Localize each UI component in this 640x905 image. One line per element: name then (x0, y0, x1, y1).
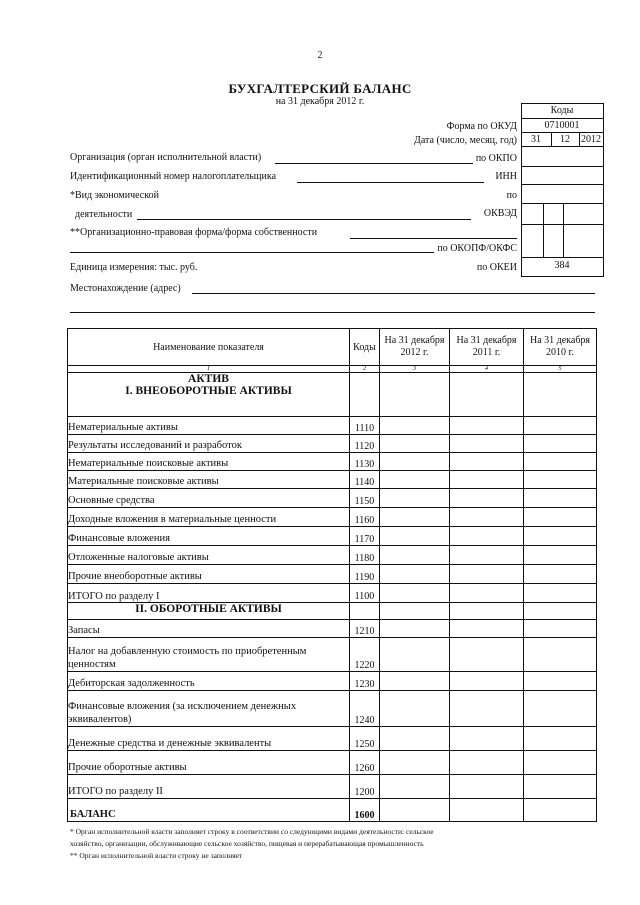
table-row (68, 508, 597, 527)
value-2012[interactable] (380, 435, 450, 453)
row-name: Финансовые вложения (68, 527, 350, 546)
okved-label: ОКВЭД (483, 208, 517, 219)
value-2012[interactable] (380, 638, 450, 672)
row-name: Прочие внеоборотные активы (68, 565, 350, 584)
activity-label: *Вид экономической (70, 190, 159, 201)
row-code: 1230 (350, 672, 380, 691)
org-field[interactable] (275, 163, 473, 164)
row-code: 1210 (350, 620, 380, 638)
header-code: Коды (350, 329, 380, 366)
value-2011[interactable] (450, 638, 524, 672)
value-2010[interactable] (524, 638, 597, 672)
row-name: Основные средства (68, 489, 350, 508)
unit-label: Единица измерения: тыс. руб. (70, 262, 198, 273)
section-1-title: I. ВНЕОБОРОТНЫЕ АКТИВЫ (125, 385, 292, 397)
date-label: Дата (число, месяц, год) (414, 135, 517, 146)
row-code: 1600 (350, 799, 380, 822)
row-code: 1110 (350, 417, 380, 435)
header-indicator-name: Наименование показателя (68, 329, 350, 366)
value-2011[interactable] (450, 751, 524, 775)
table-row (68, 489, 597, 508)
value-2012[interactable] (380, 471, 450, 489)
row-name: ИТОГО по разделу I (68, 584, 350, 603)
legal-form-field-1[interactable] (350, 238, 517, 239)
row-code: 1180 (350, 546, 380, 565)
col-index: 5 (524, 366, 597, 373)
col-index: 2 (350, 366, 380, 373)
table-row (68, 565, 597, 584)
value-2010[interactable] (524, 508, 597, 527)
okud-code: 0710001 (544, 120, 580, 131)
row-name: Доходные вложения в материальные ценности (68, 508, 350, 527)
value-2010[interactable] (524, 584, 597, 603)
value-2012[interactable] (380, 453, 450, 471)
value-2011[interactable] (450, 584, 524, 603)
table-row (68, 417, 597, 435)
table-row (68, 727, 597, 751)
row-code: 1130 (350, 453, 380, 471)
col-index: 3 (380, 366, 450, 373)
section-aktiv-heading (68, 373, 350, 417)
po-label: по (506, 190, 517, 201)
page-number: 2 (317, 50, 323, 61)
value-2011[interactable] (450, 565, 524, 584)
value-2010[interactable] (524, 546, 597, 565)
value-2012[interactable] (380, 489, 450, 508)
value-2011[interactable] (450, 727, 524, 751)
okpo-label: по ОКПО (475, 153, 517, 164)
value-2012[interactable] (380, 672, 450, 691)
row-code: 1220 (350, 638, 380, 672)
column-index-row (68, 366, 597, 373)
footnote-1-cont: хозяйство, организации, обслуживающие сельское хозяйство, пищевая и перерабатывающая промышленность (70, 839, 424, 848)
value-2012[interactable] (380, 546, 450, 565)
table-row (68, 471, 597, 489)
activity-label-2: деятельности (75, 209, 133, 220)
footnote-2: ** Орган исполнительной власти строку не заполняет (70, 851, 243, 860)
codes-header: Коды (550, 105, 574, 116)
row-code: 1190 (350, 565, 380, 584)
value-2011[interactable] (450, 691, 524, 727)
table-row (68, 620, 597, 638)
legal-form-label: **Организационно-правовая форма/форма собственности (70, 227, 318, 238)
org-label: Организация (орган исполнительной власти) (70, 152, 262, 163)
footnote-1: * Орган исполнительной власти заполняет строку в соответствии со следующими видами деятельности: сельское (70, 827, 434, 836)
row-name: Прочие оборотные активы (68, 751, 350, 775)
value-2010[interactable] (524, 489, 597, 508)
address-field-2[interactable] (70, 312, 595, 313)
row-name: Материальные поисковые активы (68, 471, 350, 489)
value-2011[interactable] (450, 489, 524, 508)
table-row-balance (68, 799, 597, 822)
row-name: Результаты исследований и разработок (68, 435, 350, 453)
value-2012[interactable] (380, 775, 450, 799)
value-2010[interactable] (524, 471, 597, 489)
value-2012[interactable] (380, 565, 450, 584)
table-row (68, 691, 597, 727)
row-name: ИТОГО по разделу II (68, 775, 350, 799)
row-code: 1260 (350, 751, 380, 775)
row-name: Денежные средства и денежные эквиваленты (68, 727, 350, 751)
value-2010[interactable] (524, 565, 597, 584)
row-name: Дебиторская задолженность (68, 672, 350, 691)
section-2-title: II. ОБОРОТНЫЕ АКТИВЫ (68, 603, 350, 620)
row-code: 1250 (350, 727, 380, 751)
table-row (68, 527, 597, 546)
value-2012[interactable] (380, 417, 450, 435)
row-name: Нематериальные активы (68, 417, 350, 435)
value-2011[interactable] (450, 435, 524, 453)
row-code: 1150 (350, 489, 380, 508)
value-2012[interactable] (380, 527, 450, 546)
value-2010[interactable] (524, 672, 597, 691)
value-2010[interactable] (524, 417, 597, 435)
table-row (68, 453, 597, 471)
page-title: БУХГАЛТЕРСКИЙ БАЛАНС (228, 81, 412, 96)
row-code: 1160 (350, 508, 380, 527)
table-row-total (68, 584, 597, 603)
value-2010[interactable] (524, 799, 597, 822)
row-name: Запасы (68, 620, 350, 638)
aktiv-title: АКТИВ (188, 373, 229, 385)
inn-label: ИНН (495, 171, 517, 182)
value-2010[interactable] (524, 775, 597, 799)
value-2011[interactable] (450, 799, 524, 822)
inn-field[interactable] (297, 182, 484, 183)
value-2012[interactable] (380, 620, 450, 638)
value-2011[interactable] (450, 775, 524, 799)
row-name: БАЛАНС (68, 799, 350, 822)
value-2011[interactable] (450, 453, 524, 471)
inn-label-left: Идентификационный номер налогоплательщика (70, 171, 277, 182)
legal-form-field-2[interactable] (70, 252, 434, 253)
okei-label: по ОКЕИ (476, 262, 517, 273)
okopf-label: по ОКОПФ/ОКФС (437, 243, 517, 254)
date-year: 2012 (581, 134, 601, 145)
value-2010[interactable] (524, 435, 597, 453)
value-2011[interactable] (450, 672, 524, 691)
row-name: Налог на добавленную стоимость по приобретенным ценностям (68, 638, 350, 672)
table-row (68, 672, 597, 691)
row-code: 1140 (350, 471, 380, 489)
value-2011[interactable] (450, 508, 524, 527)
row-name: Нематериальные поисковые активы (68, 453, 350, 471)
value-2010[interactable] (524, 727, 597, 751)
col-index: 1 (68, 366, 350, 373)
header-2012: На 31 декабря 2012 г. (380, 329, 450, 366)
row-name: Финансовые вложения (за исключением денежных эквивалентов) (68, 691, 350, 727)
address-label: Местонахождение (адрес) (70, 283, 181, 294)
table-row (68, 435, 597, 453)
address-field-1[interactable] (192, 293, 595, 294)
okud-label: Форма по ОКУД (446, 121, 517, 132)
header-2011: На 31 декабря 2011 г. (450, 329, 524, 366)
value-2012[interactable] (380, 508, 450, 527)
value-2011[interactable] (450, 471, 524, 489)
value-2012[interactable] (380, 799, 450, 822)
row-code: 1170 (350, 527, 380, 546)
value-2010[interactable] (524, 691, 597, 727)
table-row (68, 546, 597, 565)
table-row (68, 751, 597, 775)
value-2011[interactable] (450, 620, 524, 638)
value-2011[interactable] (450, 417, 524, 435)
row-code: 1200 (350, 775, 380, 799)
col-index: 4 (450, 366, 524, 373)
value-2010[interactable] (524, 751, 597, 775)
row-name: Отложенные налоговые активы (68, 546, 350, 565)
value-2010[interactable] (524, 527, 597, 546)
value-2010[interactable] (524, 453, 597, 471)
table-row (68, 638, 597, 672)
date-day: 31 (531, 134, 541, 145)
value-2011[interactable] (450, 546, 524, 565)
value-2012[interactable] (380, 751, 450, 775)
header-2010: На 31 декабря 2010 г. (524, 329, 597, 366)
value-2012[interactable] (380, 584, 450, 603)
okei-code: 384 (554, 260, 570, 271)
date-month: 12 (560, 134, 570, 145)
row-code: 1100 (350, 584, 380, 603)
activity-field[interactable] (137, 219, 471, 220)
balance-table (67, 328, 597, 822)
table-row-total (68, 775, 597, 799)
row-code: 1120 (350, 435, 380, 453)
row-code: 1240 (350, 691, 380, 727)
value-2011[interactable] (450, 527, 524, 546)
value-2010[interactable] (524, 620, 597, 638)
value-2012[interactable] (380, 727, 450, 751)
value-2012[interactable] (380, 691, 450, 727)
report-date: на 31 декабря 2012 г. (275, 96, 365, 107)
